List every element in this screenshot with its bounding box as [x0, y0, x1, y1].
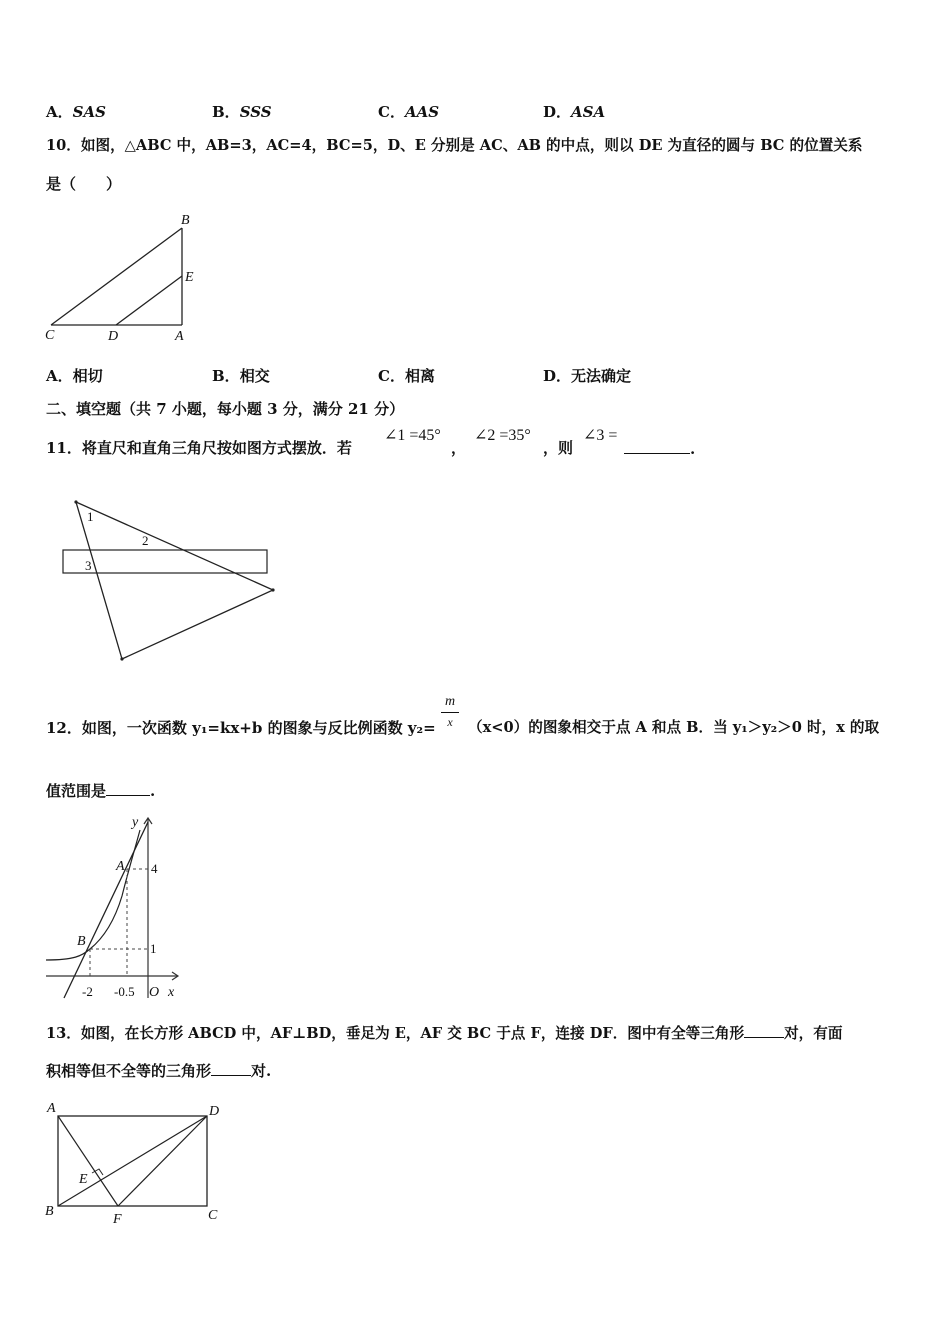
q13-line1a: 13．如图，在长方形 ABCD 中，AF⊥BD，垂足为 E，AF 交 BC 于点 F，连接 DF．图中有全等三角形 — [46, 1025, 745, 1042]
q12-line2-text: 值范围是 — [46, 782, 107, 800]
q11-angle2: ∠2 =35° — [474, 427, 531, 444]
q12-label-y: y — [132, 815, 139, 830]
section2-heading: 二、填空题（共 7 小题，每小题 3 分，满分 21 分） — [46, 400, 405, 418]
q9-option-d-key: D． — [543, 103, 572, 121]
q12-line2 — [46, 781, 155, 800]
q10-stem-line1: 10．如图，△ABC 中，AB=3，AC=4，BC=5，D、E 分别是 AC、AB 的中点，则以 DE 为直径的圆与 BC 的位置关系 — [46, 137, 863, 154]
q9-option-d-text: ASA — [571, 103, 606, 121]
q12-label-neg05: -0.5 — [114, 984, 135, 999]
q10-option-c-key: C． — [378, 367, 405, 385]
q12-fraction — [440, 694, 460, 729]
q12-answer-blank[interactable] — [106, 781, 150, 796]
q11-sep2: ，则 — [543, 439, 574, 457]
q13-label-b: B — [45, 1204, 54, 1219]
q10-option-a-text: 相切 — [72, 367, 103, 385]
q9-option-d — [543, 103, 605, 121]
q13-line1b: 对，有面 — [784, 1025, 843, 1042]
q13-line1 — [46, 1023, 842, 1043]
q13-label-a: A — [47, 1101, 56, 1116]
q9-option-b-text: SSS — [239, 103, 272, 121]
q11-label-3: 3 — [85, 558, 92, 573]
q12-frac-denominator: x — [447, 715, 453, 729]
q10-option-a-key: A． — [46, 367, 73, 385]
q10-label-c: C — [45, 328, 55, 343]
q10-label-d: D — [108, 329, 119, 344]
q12-end: . — [150, 782, 156, 800]
q9-option-c-key: C． — [378, 103, 405, 121]
q12-label-o: O — [149, 985, 160, 1000]
q10-option-c-text: 相离 — [404, 367, 435, 385]
q11-prefix: 11．将直尺和直角三角尺按如图方式摆放．若 — [46, 439, 352, 457]
q12-hyperbola — [46, 830, 140, 960]
q11-vertex-dot-top — [74, 500, 77, 503]
q11-end: . — [690, 440, 696, 458]
q12-label-1: 1 — [150, 941, 157, 956]
q12-prefix: 12．如图，一次函数 y₁=kx+b 的图象与反比例函数 y₂= — [46, 719, 436, 737]
q12-label-x: x — [168, 985, 175, 1000]
q10-label-a: A — [175, 329, 184, 344]
q10-option-b-key: B． — [212, 367, 240, 385]
q13-label-f: F — [113, 1212, 122, 1227]
q10-option-c — [378, 367, 435, 385]
q13-line2 — [46, 1061, 271, 1080]
q10-option-d-text: 无法确定 — [571, 367, 632, 385]
q11-blank-line — [624, 439, 695, 458]
q13-label-d: D — [209, 1104, 220, 1119]
q12-figure — [44, 812, 189, 1002]
q11-label-1: 1 — [87, 509, 94, 524]
q13-line2b: 对. — [251, 1062, 272, 1080]
q11-triangle — [76, 502, 273, 659]
q10-option-d-key: D． — [543, 367, 572, 385]
q13-figure — [42, 1098, 232, 1233]
q10-figure — [44, 212, 204, 342]
q13-answer-blank-1[interactable] — [744, 1023, 784, 1038]
q9-option-b — [212, 103, 272, 121]
q13-answer-blank-2[interactable] — [211, 1061, 251, 1076]
q11-vertex-dot-right — [271, 588, 274, 591]
q10-label-b: B — [181, 213, 190, 228]
q10-stem-line2: 是（ ） — [46, 175, 122, 193]
q11-vertex-dot-bottom — [120, 657, 123, 660]
q9-option-a — [46, 103, 106, 121]
q10-option-b — [212, 367, 270, 385]
q11-label-2: 2 — [142, 533, 149, 548]
q9-option-c-text: AAS — [404, 103, 440, 121]
q10-seg-de — [116, 276, 182, 325]
q13-seg-bd — [58, 1116, 207, 1206]
q13-line2a: 积相等但不全等的三角形 — [46, 1062, 212, 1080]
q11-figure — [58, 494, 288, 674]
q11-answer-blank[interactable] — [624, 439, 690, 454]
q13-seg-af — [58, 1116, 118, 1206]
q9-option-a-key: A． — [46, 103, 73, 121]
q13-label-e: E — [79, 1172, 88, 1187]
q9-option-c — [378, 103, 439, 121]
q12-label-b: B — [77, 934, 86, 949]
q9-option-a-text: SAS — [72, 103, 106, 121]
q9-option-b-key: B． — [212, 103, 240, 121]
q10-option-d — [543, 367, 631, 385]
q12-label-a: A — [116, 859, 125, 874]
q12-label-4: 4 — [151, 861, 158, 876]
q12-label-neg2: -2 — [82, 984, 93, 999]
q11-sep1: ， — [451, 439, 467, 457]
q10-label-e: E — [185, 270, 194, 285]
q12-linear-graph — [64, 822, 148, 998]
q11-angle3: ∠3 = — [583, 427, 618, 444]
q12-frac-numerator: m — [444, 694, 456, 709]
q11-angle1: ∠1 =45° — [384, 427, 441, 444]
q12-frac-bar — [441, 712, 459, 713]
q10-option-a — [46, 367, 103, 385]
q10-seg-cb — [51, 228, 182, 325]
q12-suffix: （x<0）的图象相交于点 A 和点 B．当 y₁＞y₂＞0 时，x 的取 — [468, 719, 880, 736]
q13-label-c: C — [208, 1208, 218, 1223]
q10-option-b-text: 相交 — [239, 367, 270, 385]
